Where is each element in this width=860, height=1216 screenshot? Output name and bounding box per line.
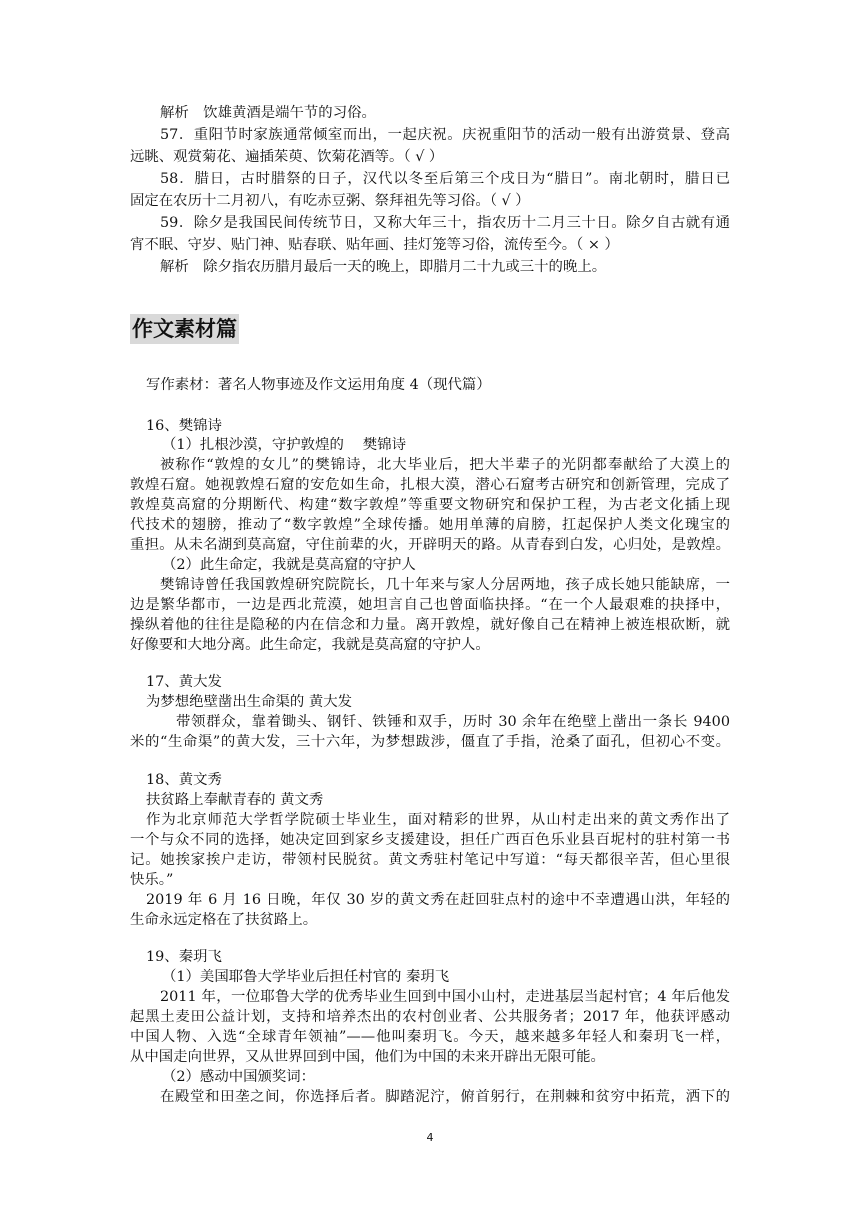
analysis-line: 解析 除夕指农历腊月最后一天的晚上，即腊月二十九或三十的晚上。 bbox=[160, 259, 607, 275]
paragraph-line: 一个与众不同的选择，她决定回到家乡支援建设，担任广西百色乐业县百坭村的驻村第一书 bbox=[130, 832, 730, 848]
entry-18-subtitle: 扶贫路上奉献青春的 黄文秀 bbox=[146, 792, 324, 808]
paragraph-line: 在殿堂和田垄之间，你选择后者。脚踏泥泞，俯首躬行，在荆棘和贫穷中拓荒，洒下的 bbox=[160, 1089, 730, 1105]
entry-19-subtitle-1: （1）美国耶鲁大学毕业后担任村官的 秦玥飞 bbox=[162, 969, 450, 985]
paragraph-line: 2011 年，一位耶鲁大学的优秀毕业生回到中国小山村，走进基层当起村官；4 年后他发 bbox=[160, 989, 730, 1005]
paragraph-line: 从中国走向世界，又从世界回到中国，他们为中国的未来开辟出无限可能。 bbox=[130, 1049, 605, 1065]
paragraph-line: 2019 年 6 月 16 日晚，年仅 30 岁的黄文秀在赶回驻点村的途中不幸遭遇山洪，年轻的 bbox=[146, 892, 730, 908]
question-59-line-1: 59．除夕是我国民间传统节日，又称大年三十，指农历十二月三十日。除夕自古就有通 bbox=[160, 215, 730, 231]
paragraph-line: 敦煌莫高窟的分期断代、构建“数字敦煌”等重要文物研究和保护工程，为古老文化插上现 bbox=[130, 497, 730, 513]
paragraph-line: 作为北京师范大学哲学院硕士毕业生，面对精彩的世界，从山村走出来的黄文秀作出了 bbox=[146, 812, 730, 828]
section-heading: 作文素材篇 bbox=[130, 314, 239, 344]
paragraph-line: 边是繁华都市，一边是西北荒漠，她坦言自己也曾面临抉择。“在一个人最艰难的抉择中， bbox=[130, 597, 730, 613]
paragraph-line: 记。她挨家挨户走访，带领村民脱贫。黄文秀驻村笔记中写道：“每天都很辛苦，但心里很 bbox=[130, 852, 730, 868]
paragraph-line: 米的“生命渠”的黄大发，三十六年，为梦想跋涉，僵直了手指，沧桑了面孔，但初心不变。 bbox=[130, 734, 730, 750]
paragraph-line: 生命永远定格在了扶贫路上。 bbox=[130, 912, 318, 928]
analysis-line: 解析 饮雄黄酒是端午节的习俗。 bbox=[160, 105, 376, 121]
material-title: 写作素材：著名人物事迹及作文运用角度 4（现代篇） bbox=[146, 377, 491, 393]
page-number: 4 bbox=[426, 1131, 434, 1144]
question-59-line-2: 宵不眠、守岁、贴门神、贴春联、贴年画、挂灯笼等习俗，流传至今。（ × ） bbox=[130, 237, 619, 253]
paragraph-line: 代技术的翅膀，推动了“数字敦煌”全球传播。她用单薄的肩膀，扛起保护人类文化瑰宝的 bbox=[130, 517, 730, 533]
entry-16-subtitle-1: （1）扎根沙漠，守护敦煌的 樊锦诗 bbox=[162, 437, 406, 453]
question-57-line-1: 57．重阳节时家族通常倾室而出，一起庆祝。庆祝重阳节的活动一般有出游赏景、登高 bbox=[160, 127, 730, 143]
question-58-line-1: 58．腊日，古时腊祭的日子，汉代以冬至后第三个戌日为“腊日”。南北朝时，腊日已 bbox=[160, 171, 730, 187]
question-58-line-2: 固定在农历十二月初八，有吃赤豆粥、祭拜祖先等习俗。（ √ ） bbox=[130, 193, 530, 209]
paragraph-line: 起黑土麦田公益计划，支持和培养杰出的农村创业者、公共服务者；2017 年，他获评感动 bbox=[130, 1009, 730, 1025]
entry-17-subtitle: 为梦想绝壁凿出生命渠的 黄大发 bbox=[146, 694, 353, 710]
paragraph-line: 樊锦诗曾任我国敦煌研究院院长，几十年来与家人分居两地，孩子成长她只能缺席，一 bbox=[160, 577, 730, 593]
paragraph-line: 好像要和大地分离。此生命定，我就是莫高窟的守护人。 bbox=[130, 637, 490, 653]
paragraph-line: 操纵着他的往往是隐秘的内在信念和力量。离开敦煌，就好像自己在精神上被连根砍断，就 bbox=[130, 617, 730, 633]
paragraph-line: 敦煌石窟。她视敦煌石窟的安危如生命，扎根大漠，潜心石窟考古研究和创新管理，完成了 bbox=[130, 477, 730, 493]
entry-17-title: 17、黄大发 bbox=[146, 674, 222, 690]
question-57-line-2: 远眺、观赏菊花、遍插茱萸、饮菊花酒等。（ √ ） bbox=[130, 149, 444, 165]
entry-18-title: 18、黄文秀 bbox=[146, 772, 222, 788]
paragraph-line: 重担。从未名湖到莫高窟，守住前辈的火，开辟明天的路。从青春到白发，心归处，是敦煌。 bbox=[130, 537, 730, 553]
paragraph-line: 被称作“敦煌的女儿”的樊锦诗，北大毕业后，把大半辈子的光阴都奉献给了大漠上的 bbox=[160, 457, 730, 473]
entry-16-subtitle-2: （2）此生命定，我就是莫高窟的守护人 bbox=[162, 557, 416, 573]
paragraph-line: 快乐。” bbox=[130, 872, 174, 888]
entry-19-title: 19、秦玥飞 bbox=[146, 949, 222, 965]
entry-16-title: 16、樊锦诗 bbox=[146, 418, 222, 434]
entry-19-subtitle-2: （2）感动中国颁奖词： bbox=[162, 1069, 316, 1085]
paragraph-line: 带领群众，靠着锄头、钢钎、铁锤和双手，历时 30 余年在绝壁上凿出一条长 9400 bbox=[176, 714, 730, 730]
paragraph-line: 中国人物、入选“全球青年领袖”——他叫秦玥飞。今天，越来越多年轻人和秦玥飞一样， bbox=[130, 1029, 730, 1045]
